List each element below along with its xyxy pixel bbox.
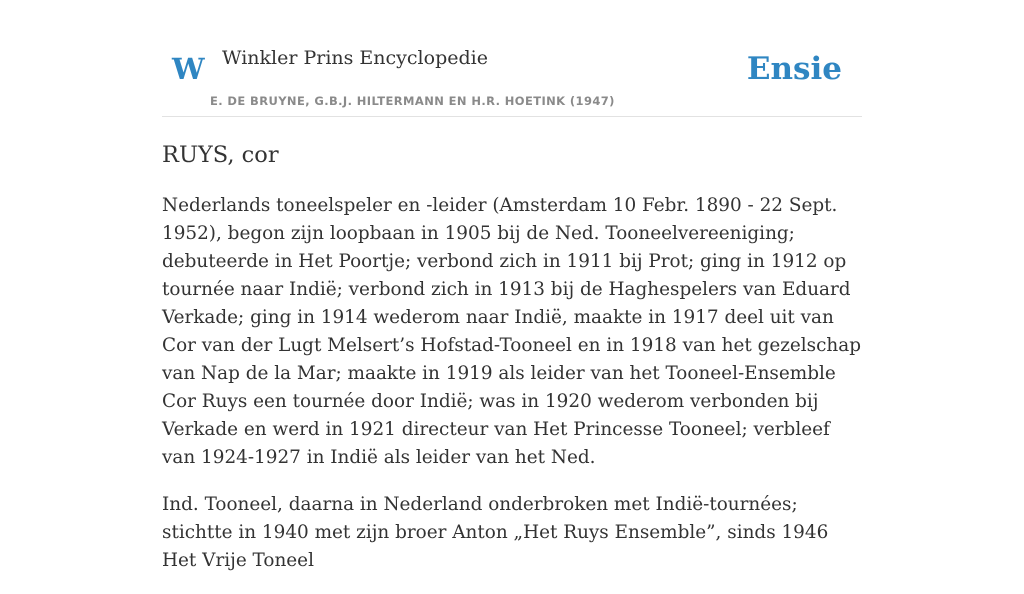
article-body [162, 192, 862, 594]
encyclopedia-authors: E. DE BRUYNE, G.B.J. HILTERMANN EN H.R. HOETINK (1947) [210, 94, 615, 108]
encyclopedia-title[interactable]: Winkler Prins Encyclopedie [222, 47, 488, 69]
article-paragraph: Nederlands toneelspeler en -leider (Amsterdam 10 Febr. 1890 - 22 Sept. 1952), begon zijn loopbaan in 1905 bij de Ned. Tooneelvereeniging; debuteerde in Het Poortje; verbond zich in 1911 bij Prot; ging in 1912 op tournée naar Indië; verbond zich in 1913 bij de Haghespelers van Eduard Verkade; ging in 1914 wederom naar Indië, maakte in 1917 deel uit van Cor van der Lugt Melsert’s Hofstad-Tooneel en in 1918 van het gezelschap van Nap de la Mar; maakte in 1919 als leider van het Tooneel-Ensemble Cor Ruys een tournée door Indië; was in 1920 wederom verbonden bij Verkade en werd in 1921 directeur van Het Princesse Tooneel; verbleef van 1924-1927 in Indië als leider van het Ned. [162, 195, 862, 468]
header [162, 0, 862, 117]
brand-logo-link[interactable]: Ensie [746, 51, 842, 87]
encyclopedia-logo-icon[interactable]: W [172, 52, 205, 86]
article-title: RUYS, cor [162, 142, 279, 168]
article-paragraph: Ind. Tooneel, daarna in Nederland onderbroken met Indië-tournées; stichtte in 1940 met zijn broer Anton „Het Ruys Ensemble”, sinds 1946 Het Vrije Toneel [162, 494, 829, 571]
page [162, 0, 862, 571]
